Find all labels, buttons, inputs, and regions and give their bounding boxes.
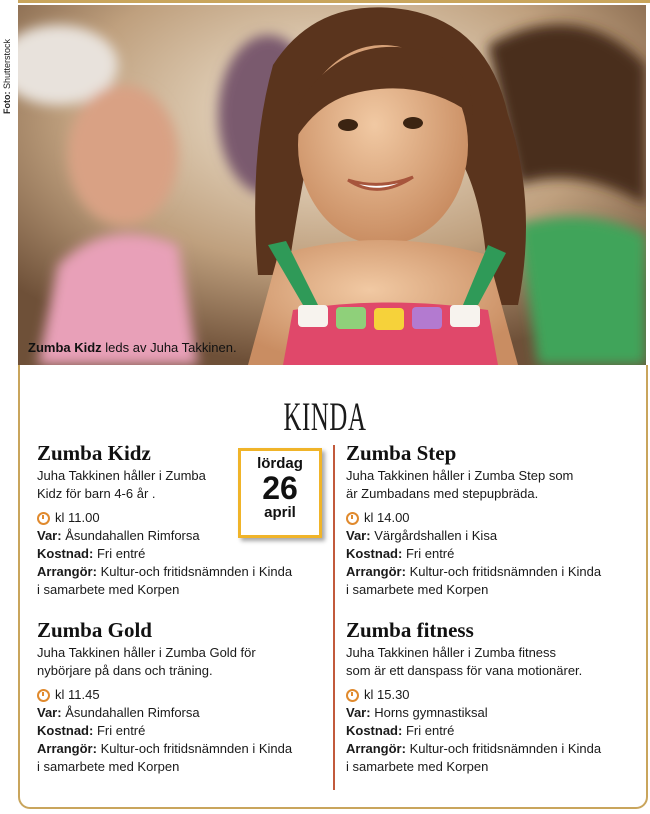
organizer-value: Kultur-och fritidsnämnden i Kinda — [409, 564, 602, 579]
top-rule — [18, 0, 650, 3]
event-time-text: kl 11.00 — [55, 510, 100, 525]
date-day: 26 — [262, 470, 298, 506]
event-cost — [37, 722, 327, 740]
event-title: Zumba Kidz — [37, 441, 151, 465]
photo-credit-name: Shutterstock — [2, 38, 12, 89]
event-cost — [346, 722, 636, 740]
cost-value: Fri entré — [405, 723, 455, 738]
photo-credit-label: Foto: — [2, 91, 12, 114]
cost-label: Kostnad: — [37, 546, 94, 561]
cost-value: Fri entré — [96, 546, 146, 561]
event-description-line1: Juha Takkinen håller i Zumba Gold för — [37, 645, 256, 660]
event-title: Zumba fitness — [346, 618, 474, 642]
event-organizer — [37, 563, 327, 581]
event-title: Zumba Gold — [37, 618, 152, 642]
event-time-text: kl 11.45 — [55, 687, 100, 702]
event-where — [37, 704, 327, 722]
event-where — [346, 527, 636, 545]
organizer-value: Kultur-och fritidsnämnden i Kinda — [100, 741, 293, 756]
hero-photo — [18, 5, 646, 365]
event-description-line2: nybörjare på dans och träning. — [37, 663, 213, 678]
event-organizer-line2: i samarbete med Korpen — [37, 582, 180, 597]
clock-icon — [37, 689, 50, 702]
event-organizer — [346, 740, 636, 758]
where-label: Var: — [37, 705, 62, 720]
region-title: KINDA — [283, 394, 367, 439]
clock-icon — [346, 512, 359, 525]
event-cost — [346, 545, 636, 563]
clock-icon — [37, 512, 50, 525]
where-value: Horns gymnastiksal — [374, 705, 488, 720]
event-time-text: kl 14.00 — [364, 510, 410, 525]
organizer-value: Kultur-och fritidsnämnden i Kinda — [409, 741, 602, 756]
event-time — [37, 686, 327, 704]
where-label: Var: — [37, 528, 62, 543]
event-title: Zumba Step — [346, 441, 457, 465]
cost-label: Kostnad: — [346, 546, 403, 561]
where-value: Värgårdshallen i Kisa — [374, 528, 498, 543]
column-divider — [333, 445, 335, 790]
where-label: Var: — [346, 528, 371, 543]
date-weekday: lördag — [257, 455, 303, 472]
event-where — [37, 527, 327, 545]
event-organizer-line2: i samarbete med Korpen — [346, 759, 489, 774]
cost-value: Fri entré — [405, 546, 455, 561]
event-zumba-step — [346, 441, 636, 599]
organizer-label: Arrangör: — [37, 564, 97, 579]
cost-label: Kostnad: — [37, 723, 94, 738]
event-cost — [37, 545, 327, 563]
event-time-text: kl 15.30 — [364, 687, 410, 702]
caption-text: leds av Juha Takkinen. — [101, 340, 237, 355]
event-organizer-line2: i samarbete med Korpen — [346, 582, 489, 597]
event-description-line2: som är ett danspass för vana motionärer. — [346, 663, 583, 678]
event-organizer — [346, 563, 636, 581]
event-description-line1: Juha Takkinen håller i Zumba fitness — [346, 645, 557, 660]
where-value: Åsundahallen Rimforsa — [65, 705, 200, 720]
organizer-value: Kultur-och fritidsnämnden i Kinda — [100, 564, 293, 579]
cost-label: Kostnad: — [346, 723, 403, 738]
organizer-label: Arrangör: — [346, 741, 406, 756]
organizer-label: Arrangör: — [346, 564, 406, 579]
caption-highlight: Zumba Kidz — [28, 340, 102, 355]
event-where — [346, 704, 636, 722]
photo-caption — [28, 340, 237, 355]
event-organizer — [37, 740, 327, 758]
photo-credit — [2, 38, 16, 114]
event-zumba-fitness — [346, 618, 636, 776]
event-organizer-line2: i samarbete med Korpen — [37, 759, 180, 774]
event-time — [37, 509, 327, 527]
event-time — [346, 509, 636, 527]
event-description-line1: Juha Takkinen håller i Zumba — [37, 468, 206, 483]
where-value: Åsundahallen Rimforsa — [65, 528, 200, 543]
event-zumba-kidz — [37, 441, 327, 599]
hero-photo-illustration — [18, 5, 646, 365]
event-description-line1: Juha Takkinen håller i Zumba Step som — [346, 468, 574, 483]
organizer-label: Arrangör: — [37, 741, 97, 756]
clock-icon — [346, 689, 359, 702]
date-month: april — [264, 504, 296, 521]
event-description-line2: Kidz för barn 4-6 år . — [37, 486, 156, 501]
event-time — [346, 686, 636, 704]
where-label: Var: — [346, 705, 371, 720]
event-zumba-gold — [37, 618, 327, 776]
cost-value: Fri entré — [96, 723, 146, 738]
event-description-line2: är Zumbadans med stepupbräda. — [346, 486, 539, 501]
